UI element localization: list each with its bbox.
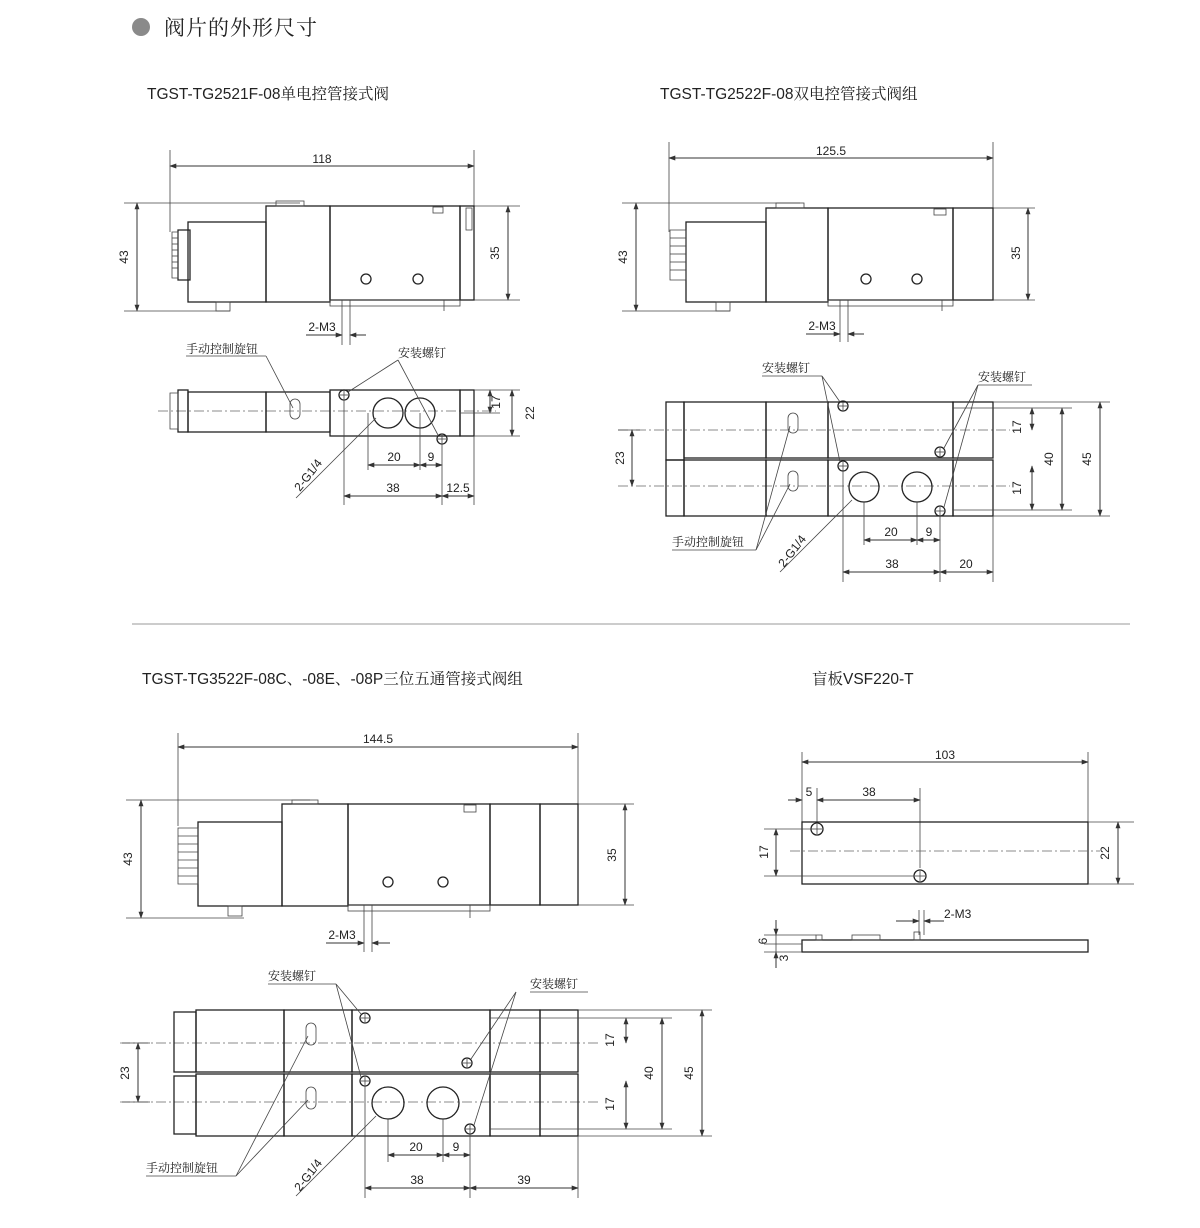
p3-dim-height: 43 bbox=[121, 852, 135, 866]
p1-dim-w17: 17 bbox=[489, 395, 503, 409]
p3-label-screw-a: 安装螺钉 bbox=[268, 969, 317, 983]
panel1-side-view bbox=[117, 150, 520, 345]
p1-dim-length: 118 bbox=[312, 152, 332, 166]
p3-label-manual: 手动控制旋钮 bbox=[146, 1161, 219, 1175]
p3-dim-d39: 39 bbox=[517, 1173, 531, 1187]
p2-dim-d9: 9 bbox=[925, 525, 933, 539]
p4-dim-d38: 38 bbox=[862, 785, 876, 799]
p3-dim-port: 2-G1/4 bbox=[291, 1156, 325, 1194]
p2-dim-w40: 40 bbox=[1042, 452, 1056, 466]
p3-dim-w17a: 17 bbox=[603, 1033, 617, 1047]
p3-dim-w45: 45 bbox=[682, 1066, 696, 1080]
p1-dim-d9: 9 bbox=[427, 450, 435, 464]
p2-dim-port: 2-G1/4 bbox=[775, 532, 809, 570]
p3-dim-w17b: 17 bbox=[603, 1097, 617, 1111]
panel2-side-view bbox=[616, 142, 1035, 342]
p4-dim-mount: 2-M3 bbox=[944, 907, 972, 921]
p2-label-manual: 手动控制旋钮 bbox=[672, 535, 745, 549]
p2-label-screw-a: 安装螺钉 bbox=[762, 361, 811, 375]
panel2-top-view bbox=[613, 360, 1110, 582]
p1-dim-d12: 12.5 bbox=[446, 481, 470, 495]
section-title: 阀片的外形尺寸 bbox=[164, 17, 318, 40]
panel3-title: TGST-TG3522F-08C、-08E、-08P三位五通管接式阀组 bbox=[142, 671, 523, 688]
p2-dim-length: 125.5 bbox=[815, 144, 847, 158]
p2-dim-d20: 20 bbox=[884, 525, 898, 539]
p2-dim-height: 43 bbox=[616, 250, 630, 264]
panel2-title: TGST-TG2522F-08双电控管接式阀组 bbox=[660, 86, 918, 103]
p2-dim-w17a: 17 bbox=[1010, 420, 1024, 434]
p3-dim-body-height: 35 bbox=[605, 848, 619, 862]
p3-label-screw-b: 安装螺钉 bbox=[530, 977, 579, 991]
p1-dim-d20: 20 bbox=[387, 450, 401, 464]
p1-label-screw: 安装螺钉 bbox=[398, 346, 447, 360]
panel4-side bbox=[756, 907, 1088, 968]
p2-dim-d38: 38 bbox=[885, 557, 899, 571]
p2-dim-w17b: 17 bbox=[1010, 481, 1024, 495]
p3-dim-d20: 20 bbox=[409, 1140, 423, 1154]
p1-dim-body-height: 35 bbox=[488, 246, 502, 260]
panel1-title: TGST-TG2521F-08单电控管接式阀 bbox=[147, 86, 390, 103]
p2-dim-d20b: 20 bbox=[959, 557, 973, 571]
p1-label-manual: 手动控制旋钮 bbox=[186, 342, 259, 356]
p1-dim-w22: 22 bbox=[523, 406, 537, 420]
p4-dim-w22: 22 bbox=[1098, 846, 1112, 860]
p2-dim-body-height: 35 bbox=[1009, 246, 1023, 260]
panel3-side-view bbox=[121, 732, 634, 952]
panel1-top-view bbox=[158, 341, 537, 505]
p1-dim-port: 2-G1/4 bbox=[291, 456, 325, 494]
p4-dim-t3: 3 bbox=[777, 954, 791, 962]
panel3-top-view bbox=[118, 968, 712, 1198]
p4-dim-length: 103 bbox=[934, 748, 956, 762]
p4-dim-d5: 5 bbox=[805, 785, 813, 799]
p3-dim-d38: 38 bbox=[410, 1173, 424, 1187]
p2-dim-mount: 2-M3 bbox=[808, 319, 836, 333]
p4-dim-w17: 17 bbox=[757, 845, 771, 859]
p3-dim-w23: 23 bbox=[118, 1066, 132, 1080]
p2-label-screw-b: 安装螺钉 bbox=[978, 370, 1027, 384]
p3-dim-length: 144.5 bbox=[362, 732, 394, 746]
p3-dim-d9: 9 bbox=[452, 1140, 460, 1154]
p3-dim-w40: 40 bbox=[642, 1066, 656, 1080]
p1-dim-mount: 2-M3 bbox=[308, 320, 336, 334]
p3-dim-mount: 2-M3 bbox=[328, 928, 356, 942]
p2-dim-w45: 45 bbox=[1080, 452, 1094, 466]
p1-dim-d38: 38 bbox=[386, 481, 400, 495]
p1-dim-height: 43 bbox=[117, 250, 131, 264]
panel4-title: 盲板VSF220-T bbox=[812, 671, 914, 688]
p4-dim-t6: 6 bbox=[756, 937, 770, 945]
panel4-plate bbox=[757, 748, 1134, 884]
p2-dim-w23: 23 bbox=[613, 451, 627, 465]
